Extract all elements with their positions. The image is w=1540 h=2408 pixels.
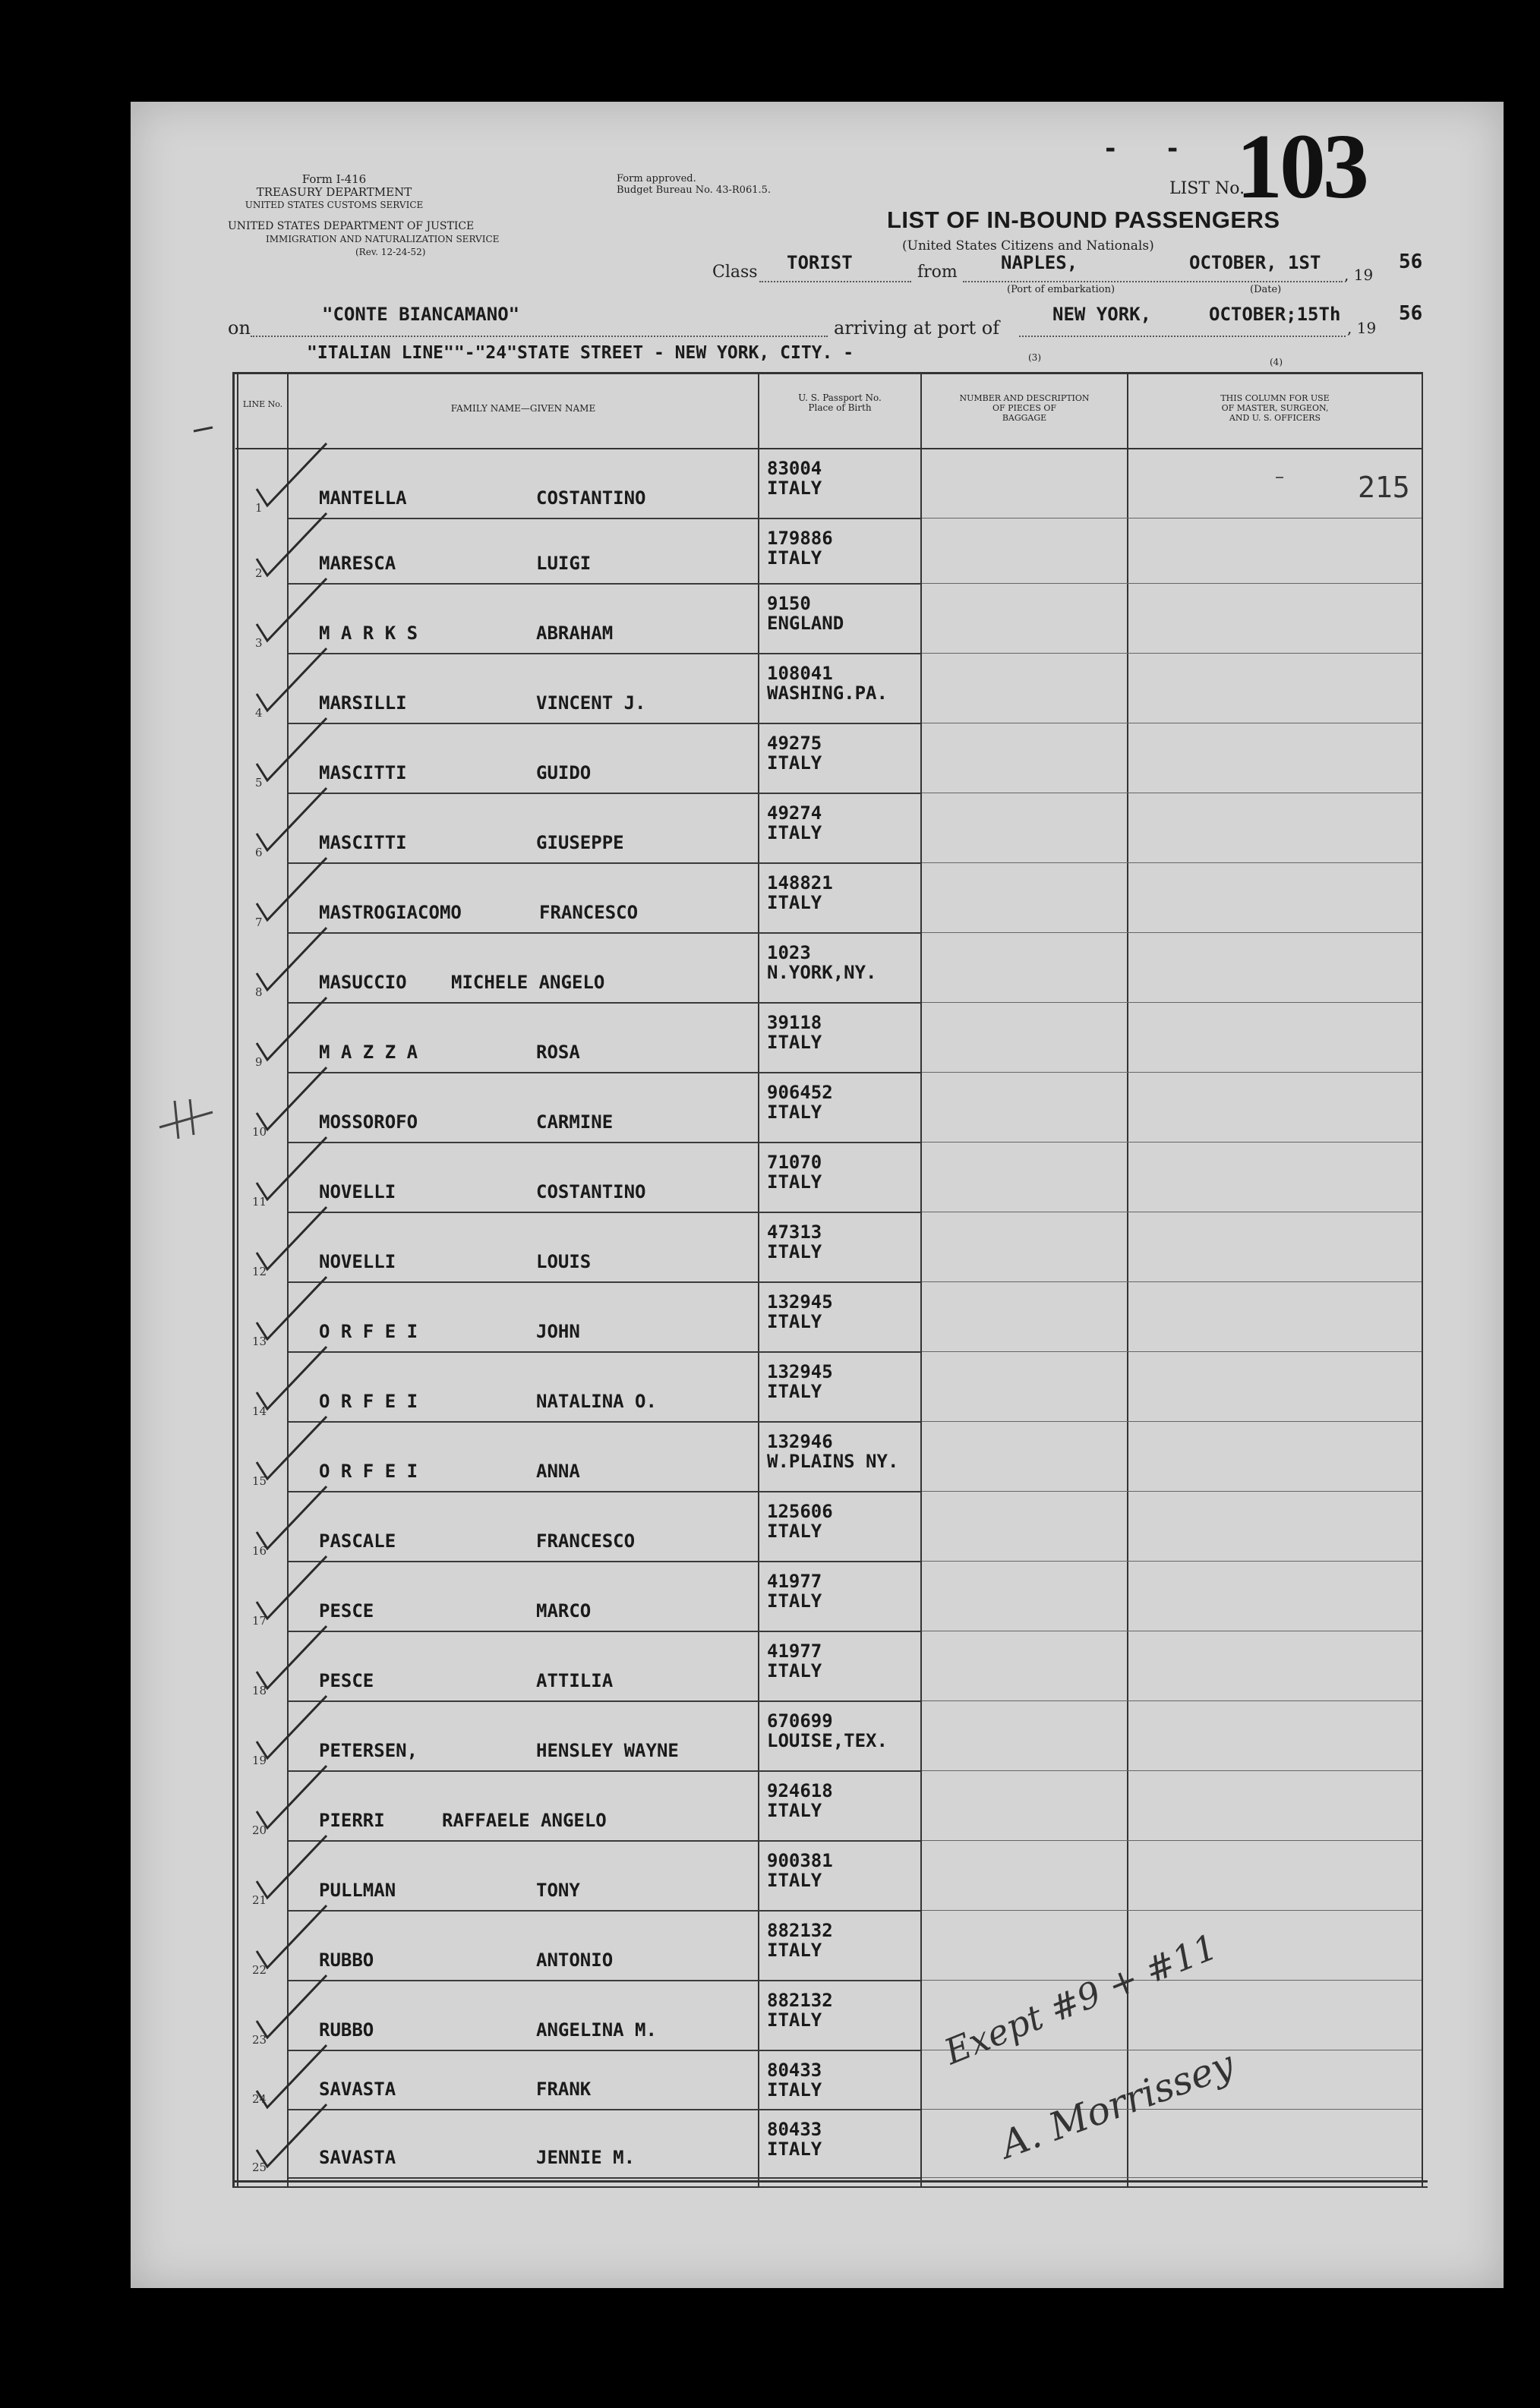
line-number: 5: [255, 776, 263, 790]
place-of-birth: ITALY: [767, 752, 822, 774]
row-separator: [289, 653, 920, 654]
row-separator-right: [922, 1700, 1422, 1701]
passport-number: 148821: [767, 872, 833, 894]
baggage-header-line-2: OF PIECES OF: [992, 403, 1057, 413]
given-name: VINCENT J.: [536, 692, 646, 714]
class-label: Class: [712, 263, 758, 282]
place-of-birth: ITALY: [767, 892, 822, 913]
passport-column-rule: [920, 372, 922, 2188]
baggage-header: [922, 393, 1127, 423]
check-stroke: [257, 1207, 327, 1269]
check-stroke: [257, 2104, 327, 2167]
place-of-birth: ITALY: [767, 1102, 822, 1123]
check-mark-icon: [251, 1549, 342, 1625]
column-4-number: (4): [1270, 357, 1283, 367]
passport-number: 49275: [767, 733, 822, 754]
baggage-column-rule: [1127, 372, 1128, 2188]
margin-mark-icon: [152, 1093, 220, 1146]
row-separator: [289, 793, 920, 794]
check-mark-icon: [251, 1828, 342, 1904]
check-stroke: [257, 998, 327, 1060]
line-number: 12: [252, 1265, 267, 1278]
family-name: O R F E I: [319, 1461, 418, 1482]
row-separator: [289, 1281, 920, 1283]
ship-dotline: [251, 336, 828, 337]
given-name: ANNA: [536, 1461, 580, 1482]
row-separator: [289, 1700, 920, 1702]
check-stroke: [257, 788, 327, 850]
place-of-birth: ITALY: [767, 2139, 822, 2160]
check-stroke: [257, 1905, 327, 1968]
passport-number: 108041: [767, 663, 833, 684]
passport-number: 132945: [767, 1361, 833, 1382]
row-separator-right: [922, 1072, 1422, 1073]
check-stroke: [257, 1347, 327, 1409]
line-number: 14: [252, 1404, 267, 1418]
row-separator-right: [922, 1770, 1422, 1771]
passport-header-line-2: Place of Birth: [808, 402, 872, 413]
place-of-birth: ITALY: [767, 1940, 822, 1961]
passport-header: [759, 393, 920, 413]
check-stroke: [257, 1277, 327, 1339]
passport-header-line-1: U. S. Passport No.: [798, 392, 882, 403]
line-number: 11: [252, 1195, 267, 1209]
place-of-birth: ITALY: [767, 1171, 822, 1193]
embark-year-prefix: 19: [1353, 266, 1374, 284]
passport-number: 41977: [767, 1641, 822, 1662]
check-mark-icon: [251, 1130, 342, 1206]
tick-mark: [1276, 477, 1283, 478]
passport-number: 670699: [767, 1710, 833, 1732]
row-separator: [289, 1770, 920, 1772]
family-name: PETERSEN,: [319, 1740, 418, 1761]
officers-header-line-3: AND U. S. OFFICERS: [1229, 413, 1321, 423]
handwritten-signature: A. Morrissey: [995, 2041, 1240, 2167]
given-name: TONY: [536, 1880, 580, 1901]
line-number: 13: [252, 1335, 267, 1348]
row-separator: [289, 1980, 920, 1981]
list-number-label: LIST No.: [1169, 179, 1245, 198]
check-stroke: [257, 718, 327, 780]
family-name: MOSSOROFO: [319, 1111, 418, 1133]
table-left-rule: [232, 372, 235, 2188]
table-bottom-rule-2: [232, 2186, 1428, 2188]
embark-date: OCTOBER, 1ST: [1189, 252, 1321, 273]
line-number: 21: [252, 1893, 267, 1907]
check-mark-icon: [251, 1479, 342, 1555]
family-name: NOVELLI: [319, 1181, 396, 1202]
arrival-year: 56: [1399, 302, 1423, 325]
given-name: FRANCESCO: [536, 1530, 636, 1552]
check-stroke: [257, 1975, 327, 2038]
passport-number: 47313: [767, 1221, 822, 1243]
passport-number: 924618: [767, 1780, 833, 1801]
place-of-birth: ITALY: [767, 1870, 822, 1891]
agent-address: "ITALIAN LINE""-"24"STATE STREET - NEW YORK, CITY. -: [307, 343, 854, 363]
check-mark-icon: [251, 780, 342, 856]
given-name: MARCO: [536, 1600, 592, 1622]
place-of-birth: ENGLAND: [767, 613, 844, 634]
row-separator: [289, 2177, 920, 2179]
line-number: 10: [252, 1125, 267, 1139]
ins-label: IMMIGRATION AND NATURALIZATION SERVICE: [266, 234, 500, 244]
given-name: ROSA: [536, 1042, 580, 1063]
check-mark-icon: [251, 711, 342, 786]
line-number: 18: [252, 1684, 267, 1697]
given-name: GIUSEPPE: [536, 832, 624, 853]
check-mark-icon: [251, 1269, 342, 1345]
line-number: 2: [255, 566, 263, 580]
passport-number: 179886: [767, 528, 833, 549]
place-of-birth: ITALY: [767, 2079, 822, 2101]
passport-number: 906452: [767, 1082, 833, 1103]
header-bottom-rule: [235, 448, 1422, 449]
check-stroke: [257, 858, 327, 920]
line-number: 23: [252, 2033, 267, 2047]
arrival-date: OCTOBER;15Th: [1209, 304, 1341, 325]
given-name: HENSLEY WAYNE: [536, 1740, 679, 1761]
passport-number: 132946: [767, 1431, 833, 1452]
family-name: SAVASTA: [319, 2079, 396, 2100]
passport-number: 49274: [767, 802, 822, 824]
line-number: 19: [252, 1754, 267, 1767]
line-number: 22: [252, 1963, 267, 1977]
check-stroke: [257, 648, 327, 711]
place-of-birth: ITALY: [767, 822, 822, 843]
check-stroke: [257, 578, 327, 641]
approval-block: [617, 173, 844, 196]
on-label: on: [228, 317, 251, 339]
row-separator: [289, 1910, 920, 1912]
given-name: NATALINA O.: [536, 1391, 657, 1412]
arrival-year-label: , 19: [1347, 319, 1377, 337]
embark-year-label: , 19: [1344, 266, 1374, 284]
name-header: FAMILY NAME—GIVEN NAME: [450, 403, 596, 414]
check-mark-icon: [251, 1618, 342, 1694]
place-of-birth: LOUISE,TEX.: [767, 1730, 888, 1751]
arrival-port: NEW YORK,: [1052, 304, 1152, 325]
family-name: PESCE: [319, 1670, 374, 1691]
page-title: LIST OF IN-BOUND PASSENGERS: [887, 206, 1280, 233]
list-number: 103: [1236, 115, 1366, 218]
row-separator: [289, 1351, 920, 1353]
row-separator-right: [922, 1840, 1422, 1841]
family-name: MASCITTI: [319, 832, 407, 853]
budget-bureau: Budget Bureau No. 43-R061.5.: [617, 184, 772, 196]
check-mark-icon: [251, 1199, 342, 1275]
check-mark-icon: [251, 1688, 342, 1764]
family-name: O R F E I: [319, 1321, 418, 1342]
row-separator: [289, 583, 920, 585]
officers-header-line-1: THIS COLUMN FOR USE: [1220, 393, 1330, 403]
row-separator: [289, 1072, 920, 1073]
row-separator: [289, 1840, 920, 1842]
arrival-year-prefix: 19: [1356, 319, 1377, 337]
justice-department: UNITED STATES DEPARTMENT OF JUSTICE: [228, 220, 475, 232]
embark-year: 56: [1399, 251, 1423, 273]
passport-number: 80433: [767, 2119, 822, 2140]
check-mark-icon: [251, 850, 342, 926]
check-mark-icon: [251, 641, 342, 717]
line-number: 17: [252, 1614, 267, 1628]
given-name: CARMINE: [536, 1111, 614, 1133]
check-stroke: [257, 1417, 327, 1479]
table-left-rule-2: [237, 372, 238, 2188]
row-separator: [289, 2050, 920, 2051]
passenger-count: 215: [1358, 471, 1410, 504]
given-name: COSTANTINO: [536, 1181, 646, 1202]
family-name: MASTROGIACOMO: [319, 902, 462, 923]
row-separator-right: [922, 1281, 1422, 1282]
port-caption: (Port of embarkation): [1007, 284, 1116, 295]
family-name: PULLMAN: [319, 1880, 396, 1901]
ship-name: "CONTE BIANCAMANO": [322, 304, 520, 325]
given-name: LOUIS: [536, 1251, 592, 1272]
row-separator-right: [922, 932, 1422, 933]
row-separator-right: [922, 653, 1422, 654]
family-name: MASUCCIO: [319, 972, 407, 993]
check-mark-icon: [251, 1339, 342, 1415]
table-bottom-rule: [232, 2180, 1428, 2183]
check-mark-icon: [251, 571, 342, 647]
passport-number: 41977: [767, 1571, 822, 1592]
place-of-birth: ITALY: [767, 478, 822, 499]
row-separator-right: [922, 583, 1422, 584]
given-name: ABRAHAM: [536, 622, 614, 644]
revision-date: (Rev. 12-24-52): [355, 247, 426, 257]
family-name: MARESCA: [319, 553, 396, 574]
table-right-rule: [1422, 372, 1423, 2188]
name-column-rule: [758, 372, 759, 2188]
line-number: 16: [252, 1544, 267, 1558]
place-of-birth: ITALY: [767, 1032, 822, 1053]
given-name: FRANK: [536, 2079, 592, 2100]
form-approved: Form approved.: [617, 173, 696, 184]
check-stroke: [257, 1626, 327, 1688]
check-mark-icon: [251, 1898, 342, 1974]
family-name: MANTELLA: [319, 487, 407, 509]
passport-number: 125606: [767, 1501, 833, 1522]
line-number: 9: [255, 1055, 263, 1069]
line-number: 24: [252, 2092, 267, 2106]
passport-number: 882132: [767, 1920, 833, 1941]
row-separator-right: [922, 1561, 1422, 1562]
row-separator-right: [922, 1491, 1422, 1492]
column-3-number: (3): [1028, 352, 1041, 363]
check-mark-icon: [251, 1060, 342, 1136]
line-number: 20: [252, 1823, 267, 1837]
line-number: 4: [255, 706, 263, 720]
row-separator: [289, 1561, 920, 1562]
row-separator: [289, 1212, 920, 1213]
check-stroke: [257, 443, 327, 506]
check-stroke: [257, 513, 327, 575]
family-name: PIERRI: [319, 1810, 385, 1831]
arrival-dotline: [1019, 336, 1346, 337]
passport-number: 900381: [767, 1850, 833, 1871]
line-number: 1: [255, 501, 263, 515]
line-number: 7: [255, 916, 263, 929]
row-separator-right: [922, 862, 1422, 863]
passport-number: 882132: [767, 1990, 833, 2011]
passport-number: 71070: [767, 1152, 822, 1173]
given-name: JENNIE M.: [536, 2147, 636, 2168]
officers-header: [1128, 393, 1422, 423]
family-name: RUBBO: [319, 2019, 374, 2041]
check-stroke: [257, 1067, 327, 1130]
row-separator-right: [922, 1421, 1422, 1422]
check-mark-icon: [251, 506, 342, 582]
justice-block: [228, 220, 577, 259]
place-of-birth: ITALY: [767, 2009, 822, 2031]
table-top-rule: [232, 372, 1422, 374]
margin-tick-icon: [190, 416, 220, 439]
place-of-birth: ITALY: [767, 1660, 822, 1682]
family-name: RUBBO: [319, 1949, 374, 1971]
given-name: FRANCESCO: [539, 902, 639, 923]
row-separator: [289, 1002, 920, 1004]
place-of-birth: ITALY: [767, 1381, 822, 1402]
family-name: SAVASTA: [319, 2147, 396, 2168]
from-label: from: [917, 263, 958, 282]
class-dotline: [759, 281, 911, 282]
form-number: Form I-416: [301, 172, 367, 186]
place-of-birth: ITALY: [767, 1800, 822, 1821]
treasury-department: TREASURY DEPARTMENT: [256, 185, 412, 199]
row-separator-right: [922, 1351, 1422, 1352]
check-stroke: [257, 1766, 327, 1828]
row-separator: [289, 1491, 920, 1492]
place-of-birth: N.YORK,NY.: [767, 962, 877, 983]
family-name: O R F E I: [319, 1391, 418, 1412]
row-separator: [289, 932, 920, 934]
line-number: 25: [252, 2161, 267, 2174]
customs-service: UNITED STATES CUSTOMS SERVICE: [245, 200, 424, 210]
place-of-birth: ITALY: [767, 1590, 822, 1612]
given-name: RAFFAELE ANGELO: [442, 1810, 607, 1831]
check-mark-icon: [251, 990, 342, 1066]
row-separator-right: [922, 2109, 1422, 2110]
date-caption: (Date): [1250, 284, 1282, 295]
class-value: TORIST: [787, 252, 853, 273]
place-of-birth: W.PLAINS NY.: [767, 1451, 899, 1472]
passport-number: 9150: [767, 593, 811, 614]
arriving-label: arriving at port of: [834, 317, 1000, 339]
line-number: 8: [255, 985, 263, 999]
family-name: PESCE: [319, 1600, 374, 1622]
family-name: M A R K S: [319, 622, 418, 644]
check-mark-icon: [251, 1409, 342, 1485]
passport-number: 132945: [767, 1291, 833, 1313]
row-separator: [289, 1421, 920, 1423]
from-dotline: [963, 281, 1343, 282]
given-name: ANTONIO: [536, 1949, 614, 1971]
baggage-header-line-1: NUMBER AND DESCRIPTION: [959, 393, 1090, 403]
given-name: MICHELE ANGELO: [451, 972, 605, 993]
row-separator-right: [922, 1910, 1422, 1911]
check-stroke: [257, 1836, 327, 1898]
given-name: LUIGI: [536, 553, 592, 574]
given-name: GUIDO: [536, 762, 592, 783]
place-of-birth: ITALY: [767, 547, 822, 569]
form-id-block: [220, 173, 448, 212]
place-of-birth: ITALY: [767, 1241, 822, 1262]
given-name: JOHN: [536, 1321, 580, 1342]
line-number: 6: [255, 846, 263, 859]
check-mark-icon: [251, 436, 342, 512]
row-separator: [289, 1631, 920, 1632]
family-name: M A Z Z A: [319, 1042, 418, 1063]
place-of-birth: ITALY: [767, 1521, 822, 1542]
family-name: MASCITTI: [319, 762, 407, 783]
list-number-marks: - -: [1103, 134, 1181, 164]
row-separator: [289, 862, 920, 864]
row-separator: [289, 723, 920, 724]
row-separator: [289, 518, 920, 519]
passport-number: 83004: [767, 458, 822, 479]
given-name: ATTILIA: [536, 1670, 614, 1691]
family-name: PASCALE: [319, 1530, 396, 1552]
row-separator-right: [922, 2177, 1422, 2178]
row-separator-right: [922, 1002, 1422, 1003]
given-name: ANGELINA M.: [536, 2019, 657, 2041]
check-stroke: [257, 1696, 327, 1758]
check-stroke: [257, 928, 327, 990]
passport-number: 1023: [767, 942, 811, 963]
passport-number: 80433: [767, 2060, 822, 2081]
baggage-header-line-3: BAGGAGE: [1002, 413, 1047, 423]
row-separator-right: [922, 1142, 1422, 1143]
officers-header-line-2: OF MASTER, SURGEON,: [1221, 403, 1329, 413]
check-stroke: [257, 1486, 327, 1549]
check-stroke: [257, 1556, 327, 1618]
check-mark-icon: [251, 920, 342, 996]
family-name: NOVELLI: [319, 1251, 396, 1272]
handwritten-exception: Exept #9 + #11: [939, 1925, 1223, 2073]
given-name: COSTANTINO: [536, 487, 646, 509]
embark-port: NAPLES,: [1001, 252, 1078, 273]
place-of-birth: WASHING.PA.: [767, 682, 888, 704]
family-name: MARSILLI: [319, 692, 407, 714]
check-mark-icon: [251, 1968, 342, 2044]
line-no-header: LINE No.: [242, 399, 283, 409]
line-number: 3: [255, 636, 263, 650]
row-separator: [289, 1142, 920, 1143]
line-number: 15: [252, 1474, 267, 1488]
page-subtitle: (United States Citizens and Nationals): [902, 238, 1154, 254]
passport-number: 39118: [767, 1012, 822, 1033]
row-separator: [289, 2109, 920, 2110]
check-mark-icon: [251, 2097, 342, 2173]
check-mark-icon: [251, 1758, 342, 1834]
check-stroke: [257, 1137, 327, 1199]
place-of-birth: ITALY: [767, 1311, 822, 1332]
